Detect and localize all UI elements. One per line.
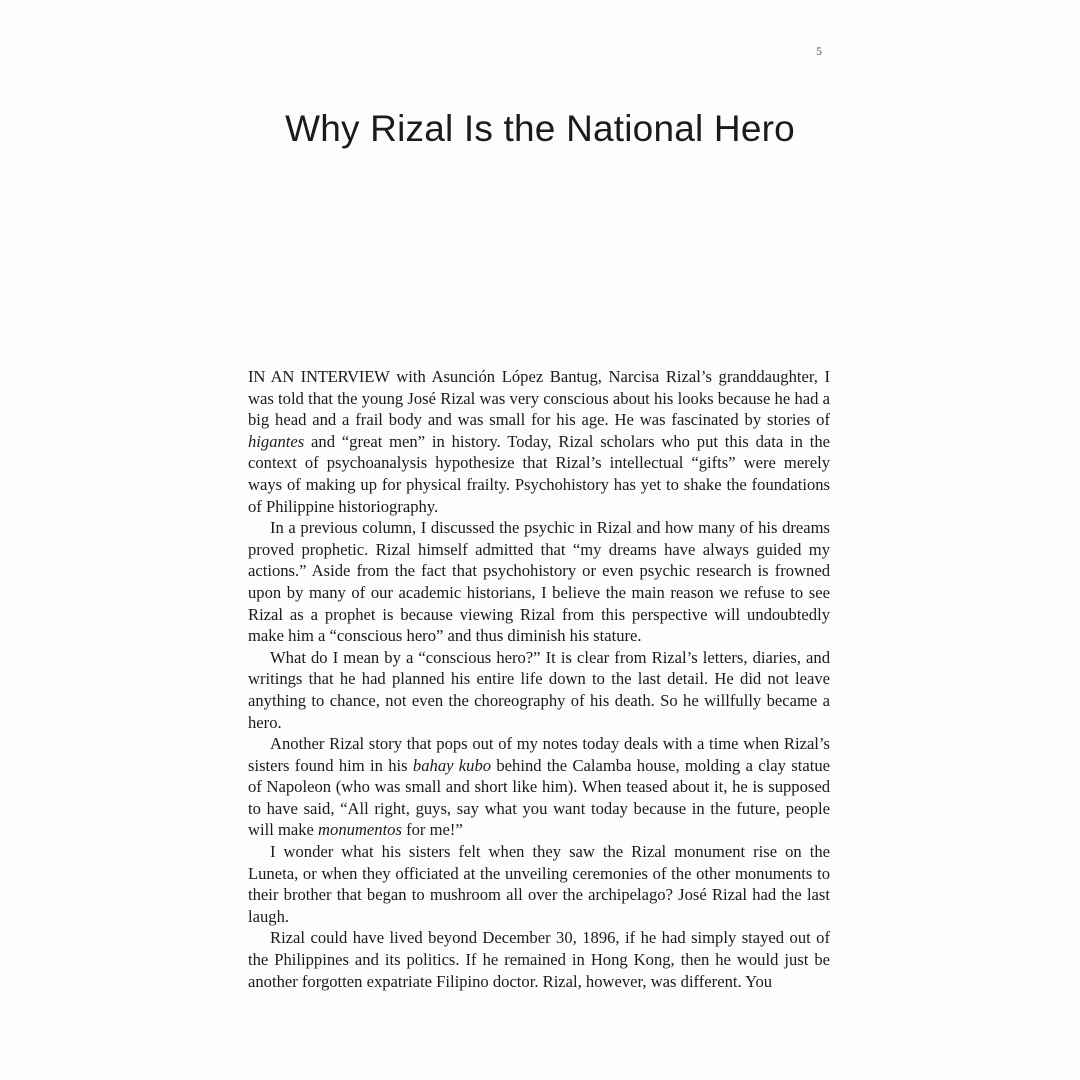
paragraph-text: In a previous column, I discussed the psychic in Rizal and how many of his dreams proved prophetic. Rizal himself admitted that “my dreams have always guided my actions.” Aside from the fact that psychohistory or even psychic research is frowned upon by many of our academic historians, I believe the main reason we refuse to see Rizal as a prophet is because viewing Rizal from this perspective will undoubtedly make him a “conscious hero” and thus diminish his stature. — [248, 518, 830, 646]
paragraph-text: Another Rizal story that pops out of my notes today deals with a time when Rizal’s sisters found him in his — [248, 734, 830, 775]
paragraph-1 — [248, 366, 830, 517]
page-number: 5 — [816, 44, 822, 58]
paragraph-5 — [248, 841, 830, 927]
paragraph-text: for me!” — [401, 820, 463, 840]
italic-term: bahay kubo — [412, 755, 492, 775]
paragraph-text: I wonder what his sisters felt when they saw the Rizal monument rise on the Luneta, or when they officiated at the unveiling ceremonies of the other monuments to their brother that began to mushroom all over the archipelago? José Rizal had the last laugh. — [248, 842, 830, 926]
paragraph-2 — [248, 517, 830, 647]
paragraph-lead: IN AN INTERVIEW — [248, 367, 390, 386]
paragraph-4 — [248, 733, 830, 841]
paragraph-text: with Asunción López Bantug, Narcisa Rizal’s granddaughter, I was told that the young José Rizal was very conscious about his looks because he had a big head and a frail body and was small for his age. He was fascinated by stories of — [248, 367, 831, 430]
paragraph-text: Rizal could have lived beyond December 30, 1896, if he had simply stayed out of the Philippines and its politics. If he remained in Hong Kong, then he would just be another forgotten expatriate Filipino doctor. Rizal, however, was different. You — [248, 928, 830, 991]
paragraph-6 — [248, 927, 830, 992]
paragraph-3 — [248, 647, 830, 733]
paragraph-text: behind the Calamba house, molding a clay statue of Napoleon (who was small and short like him). When teased about it, he is supposed to have said, “All right, guys, say what you want today because in the future, people will make — [248, 755, 830, 840]
chapter-title: Why Rizal Is the National Hero — [285, 108, 795, 149]
paragraph-text: and “great men” in history. Today, Rizal scholars who put this data in the context of psychoanalysis hypothesize that Rizal’s intellectual “gifts” were merely ways of making up for physical frailty. Psychohistory has yet to shake the foundations of Philippine historiography. — [248, 431, 830, 516]
paragraph-text: What do I mean by a “conscious hero?” It is clear from Rizal’s letters, diaries, and writings that he had planned his entire life down to the last detail. He did not leave anything to chance, not even the choreography of his death. So he willfully became a hero. — [248, 647, 830, 732]
italic-term: higantes — [248, 431, 305, 451]
body-text — [248, 366, 830, 992]
italic-term: monumentos — [318, 820, 402, 840]
